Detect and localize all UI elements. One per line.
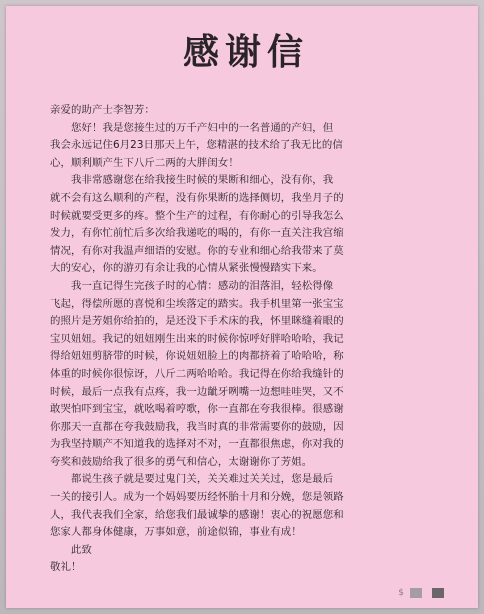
letter-sheet [6, 6, 478, 608]
letter-line: 您家人都身体健康，万事如意，前途似锦，事业有成！ [50, 526, 302, 539]
letter-line: 一关的接引人。成为一个妈妈要历经怀胎十月和分娩，您是领路 [50, 491, 344, 504]
letter-body [50, 102, 458, 577]
letter-line: 我会永远记住6月23日那天上午，您精湛的技术给了我无比的信 [50, 139, 343, 152]
letter-line: 就不会有这么顺利的产程，没有你果断的选择侧切，我坐月子的 [50, 191, 344, 204]
letter-line: 心，顺利顺产生下八斤二两的大胖闺女！ [50, 156, 239, 169]
letter-title: 感谢信 [182, 32, 309, 73]
letter-line: 情况，有你对我温声细语的安慰。你的专业和细心给我带来了莫 [50, 244, 344, 257]
letter-line: 体重的时候你很惊讶，八斤二两哈哈哈。我记得在你给我缝针的 [50, 367, 344, 380]
letter-line: 大的安心，你的游刃有余让我的心情从紧张慢慢踏实下来。 [50, 262, 323, 275]
letter-line: 为我坚持顺产不知道我的选择对不对，一直都很焦虑，你对我的 [50, 438, 344, 451]
letter-line: 都说生孩子就是要过鬼门关，关关难过关关过，您是最后 [71, 473, 334, 486]
letter-line: 敬礼！ [50, 561, 82, 574]
letter-line: 时候，最后一点我有点疼，我一边龇牙咧嘴一边想哇哇哭，又不 [50, 385, 344, 398]
letter-line: 宝贝妞妞。我记的妞妞刚生出来的时候你惊呼好胖哈哈哈，我记 [50, 332, 344, 345]
letter-line: 我一直记得生完孩子时的心情：感动的泪落泪，轻松得像 [71, 279, 334, 292]
gray-square-mark [410, 588, 422, 598]
letter-line: 人，我代表我们全家，给您我们最诚挚的感谢！衷心的祝愿您和 [50, 508, 344, 521]
letter-line: 夸奖和鼓励给我了很多的勇气和信心，太谢谢你了芳姐。 [50, 455, 313, 468]
dollar-mark-icon: $ [398, 588, 404, 598]
dark-square-mark [432, 588, 444, 598]
letter-line: 您好！我是您接生过的万千产妇中的一名普通的产妇，但 [71, 121, 334, 134]
letter-line: 时候就要受更多的疼。整个生产的过程，有你耐心的引导我怎么 [50, 209, 344, 222]
letter-line: 的照片是芳姐你给拍的，是还没下手术床的我，怀里眯缝着眼的 [50, 315, 344, 328]
letter-line: 亲爱的助产士李智芳： [50, 104, 155, 116]
letter-line: 我非常感谢您在给我接生时候的果断和细心，没有你，我 [71, 174, 334, 187]
letter-line: 发力，有你忙前忙后多次给我递吃的喝的，有你一直关注我宫缩 [50, 227, 344, 240]
letter-line: 得给妞妞剪脐带的时候，你说妞妞脸上的肉都挤着了哈哈哈，称 [50, 350, 344, 363]
footer-marks [398, 588, 444, 598]
letter-line: 此致 [71, 543, 92, 556]
letter-line: 飞起，得偿所愿的喜悦和尘埃落定的踏实。我手机里第一张宝宝 [50, 297, 344, 310]
letter-line: 敢哭怕吓到宝宝，就吆喝着哼歌，你一直都在夸我很棒。很感谢 [50, 403, 344, 416]
letter-line: 你那天一直都在夸我鼓励我，我当时真的非常需要你的鼓励，因 [50, 420, 344, 433]
